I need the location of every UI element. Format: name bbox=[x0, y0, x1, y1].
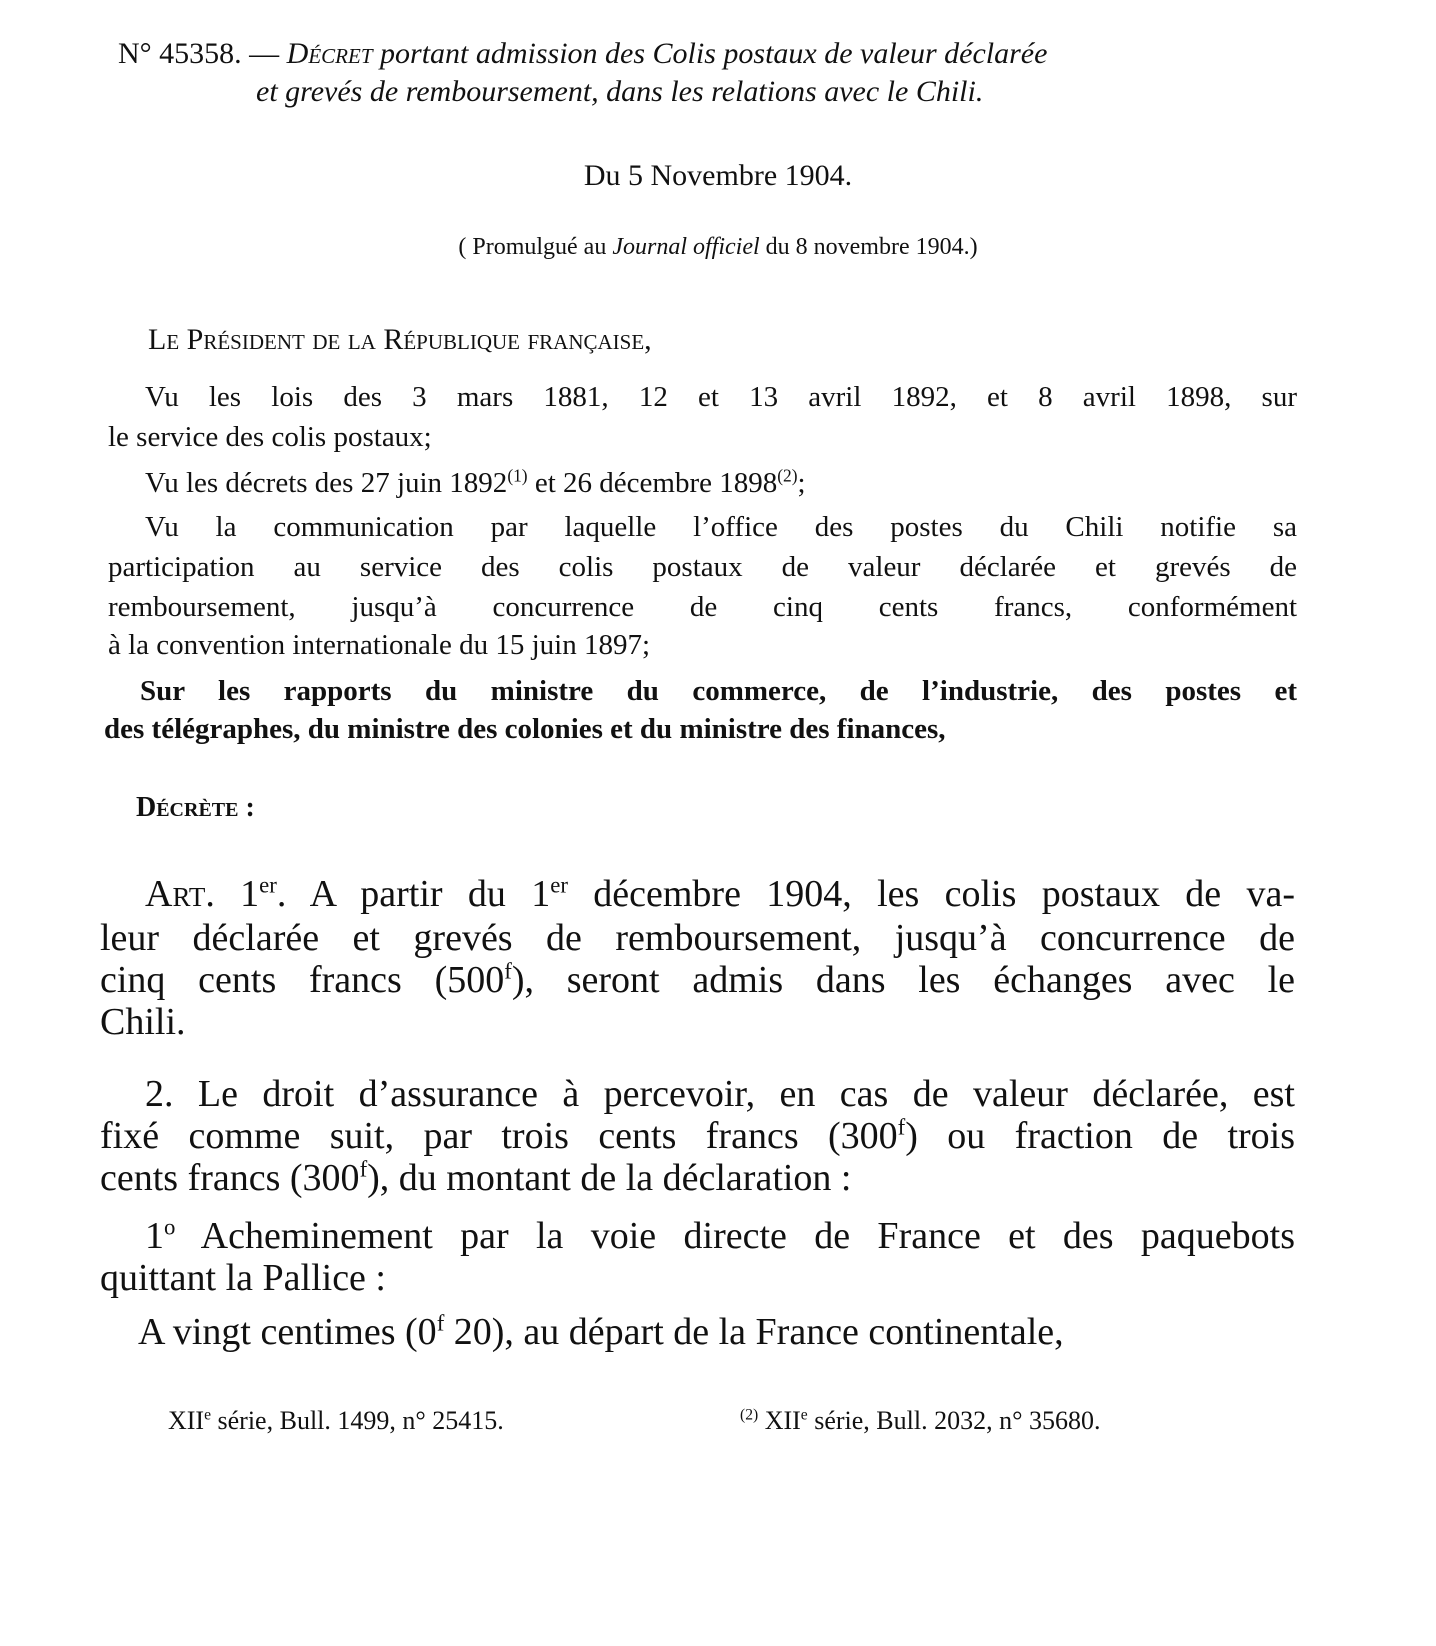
art2-line2-b: ) ou fraction de trois bbox=[905, 1115, 1296, 1157]
vu-decrets-text-a: Vu les décrets des 27 juin 1892 bbox=[145, 467, 508, 499]
promulgation-prefix: ( Promulgué au bbox=[458, 234, 613, 260]
art1-line3 bbox=[100, 958, 1295, 1002]
art1-num-sup: er bbox=[259, 872, 277, 898]
decrete-heading: Décrète : bbox=[136, 792, 255, 823]
vu-decrets-text-b: et 26 décembre 1898 bbox=[527, 467, 778, 499]
art2-line2-a: fixé comme suit, par trois cents francs (300 bbox=[100, 1115, 898, 1157]
art1-line1-rest: . A partir du 1 bbox=[276, 873, 551, 915]
decree-title-line2: et grevés de remboursement, dans les relations avec le Chili. bbox=[256, 75, 984, 108]
decree-number: N° 45358. bbox=[118, 37, 242, 70]
footnote-2-series: XII bbox=[758, 1406, 801, 1435]
vu-decrets-text-c: ; bbox=[797, 467, 806, 499]
vu-communication-line2: participation au service des colis postaux de valeur déclarée et grevés de bbox=[108, 551, 1297, 583]
art2-line2 bbox=[100, 1114, 1295, 1158]
art1-line1-sup: er bbox=[550, 872, 568, 898]
art1-line2: leur déclarée et grevés de remboursement, jusqu’à concurrence de bbox=[100, 917, 1295, 959]
footnote-ref-1: (1) bbox=[507, 465, 528, 486]
item1-line2: quittant la Pallice : bbox=[100, 1257, 386, 1299]
footnote-2-sup: e bbox=[800, 1406, 808, 1424]
vingt-b: 20), au départ de la France continentale, bbox=[444, 1311, 1064, 1353]
art1-line4: Chili. bbox=[100, 1001, 186, 1043]
vu-decrets bbox=[145, 466, 806, 500]
art2-line3-sup: f bbox=[359, 1156, 368, 1182]
promulgation-note bbox=[0, 232, 1436, 262]
item1-text: Acheminement par la voie directe de France et des paquebots bbox=[175, 1215, 1295, 1257]
art1-line3-a: cinq cents francs (500 bbox=[100, 959, 505, 1001]
rapports-line1: Sur les rapports du ministre du commerce, de l’industrie, des postes et bbox=[140, 675, 1297, 707]
item1-num: 1 bbox=[145, 1215, 164, 1257]
decree-title-line1 bbox=[118, 36, 1047, 72]
art2-line2-sup: f bbox=[897, 1114, 906, 1140]
footnote-1 bbox=[168, 1406, 504, 1436]
art2-line3-a: cents francs (300 bbox=[100, 1157, 360, 1199]
vu-communication-line4: à la convention internationale du 15 juin 1897; bbox=[108, 629, 651, 661]
art1-line3-b: ), seront admis dans les échanges avec le bbox=[511, 959, 1295, 1001]
item1-num-sup: o bbox=[164, 1214, 176, 1240]
art-label: Art. bbox=[145, 873, 215, 915]
decree-title-text: portant admission des Colis postaux de valeur déclarée bbox=[380, 37, 1048, 70]
vu-lois-line1: Vu les lois des 3 mars 1881, 12 et 13 avril 1892, et 8 avril 1898, sur bbox=[145, 381, 1297, 413]
art1-num: 1 bbox=[240, 873, 260, 915]
journal-officiel: Journal officiel bbox=[612, 234, 760, 260]
footnote-2-text: série, Bull. 2032, n° 35680. bbox=[807, 1406, 1101, 1435]
rapports-line2: des télégraphes, du ministre des colonies et du ministre des finances, bbox=[104, 713, 946, 745]
art1-line1 bbox=[145, 872, 1295, 916]
vingt-centimes-line bbox=[138, 1310, 1064, 1354]
footnote-1-series: XII bbox=[168, 1406, 205, 1435]
vu-lois-line2: le service des colis postaux; bbox=[108, 421, 432, 453]
decree-word: Décret bbox=[286, 37, 373, 70]
president-heading: Le Président de la République française, bbox=[148, 323, 652, 356]
footnote-ref-2: (2) bbox=[777, 465, 798, 486]
footnote-1-text: série, Bull. 1499, n° 25415. bbox=[211, 1406, 504, 1435]
title-dash: — bbox=[249, 37, 280, 70]
item1-line1 bbox=[145, 1214, 1295, 1258]
footnote-1-sup: e bbox=[204, 1406, 212, 1424]
art1-line3-sup: f bbox=[504, 958, 512, 984]
footnote-2 bbox=[740, 1406, 1100, 1436]
art1-line1-end: décembre 1904, les colis postaux de va- bbox=[567, 873, 1295, 915]
vingt-a: A vingt centimes (0 bbox=[138, 1311, 437, 1353]
vu-communication-line1: Vu la communication par laquelle l’office des postes du Chili notifie sa bbox=[145, 511, 1297, 543]
footnote-2-mark: (2) bbox=[740, 1406, 759, 1424]
vingt-sup: f bbox=[436, 1310, 445, 1336]
decree-date: Du 5 Novembre 1904. bbox=[583, 159, 853, 192]
art2-line3-b: ), du montant de la déclaration : bbox=[367, 1157, 852, 1199]
art2-line3 bbox=[100, 1156, 852, 1200]
art2-line1: 2. Le droit d’assurance à percevoir, en cas de valeur déclarée, est bbox=[145, 1073, 1295, 1115]
vu-communication-line3: remboursement, jusqu’à concurrence de cinq cents francs, conformément bbox=[108, 591, 1297, 623]
promulgation-suffix: du 8 novembre 1904.) bbox=[759, 234, 978, 260]
